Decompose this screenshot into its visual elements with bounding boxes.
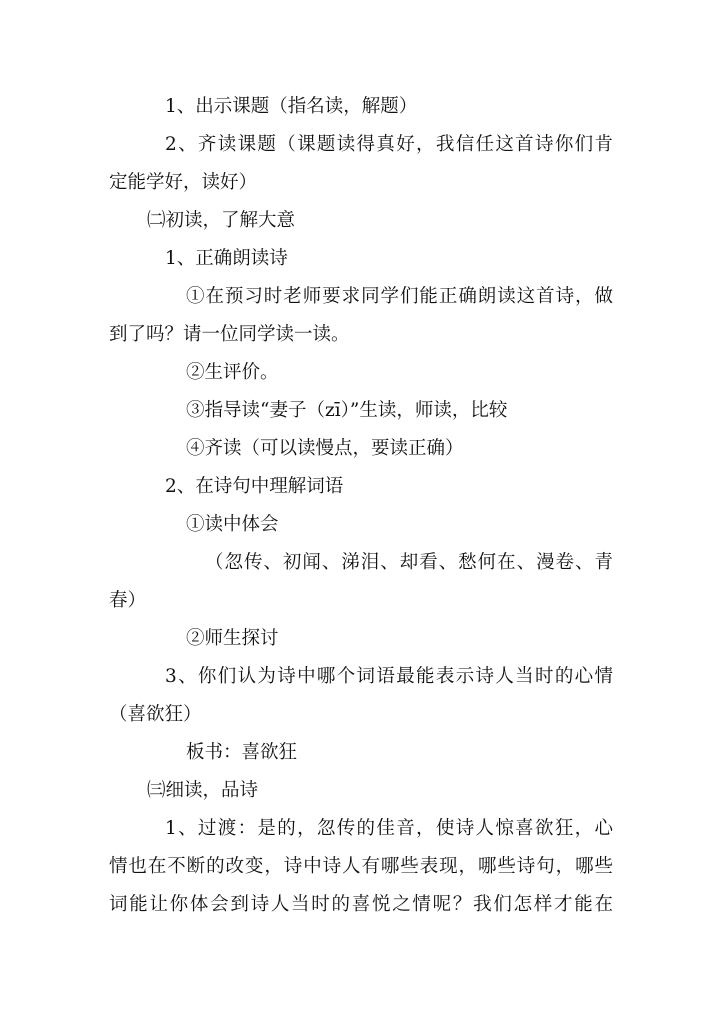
text-line-10: ④齐读（可以读慢点，要读正确） (186, 438, 464, 459)
board-note: 板书：喜欲狂 (186, 742, 298, 763)
text-line-14: 春） (109, 590, 147, 611)
text-line-17: （喜欲狂） (109, 704, 202, 725)
text-line-8: ②生评价。 (186, 362, 279, 383)
text-line-12: ①读中体会 (186, 514, 279, 535)
text-line-15: ②师生探讨 (186, 628, 279, 649)
text-line-20: 1、过渡：是的，忽传的佳音，使诗人惊喜欲狂，心 (165, 818, 613, 839)
text-line-7: 到了吗？请一位同学读一读。 (109, 324, 350, 345)
text-line-1: 1、出示课题（指名读，解题） (165, 96, 418, 117)
text-line-5: 1、正确朗读诗 (165, 248, 288, 269)
section-heading-2: ㈡初读，了解大意 (147, 210, 296, 231)
section-heading-3: ㈢细读，品诗 (147, 780, 259, 801)
text-line-6: ①在预习时老师要求同学们能正确朗读这首诗，做 (186, 286, 613, 307)
text-line-3: 定能学好，读好） (109, 172, 258, 193)
text-line-21: 情也在不断的改变，诗中诗人有哪些表现，哪些诗句，哪些 (109, 856, 613, 877)
text-line-13: （忽传、初闻、涕泪、却看、愁何在、漫卷、青 (205, 552, 613, 573)
text-line-16: 3、你们认为诗中哪个词语最能表示诗人当时的心情 (165, 666, 613, 687)
text-line-22: 词能让你体会到诗人当时的喜悦之情呢？我们怎样才能在 (109, 894, 613, 915)
text-line-9: ③指导读“妻子（zī）”生读，师读，比较 (186, 400, 508, 421)
text-line-11: 2、在诗句中理解词语 (165, 476, 344, 497)
text-line-2: 2、齐读课题（课题读得真好，我信任这首诗你们肯 (165, 134, 613, 155)
